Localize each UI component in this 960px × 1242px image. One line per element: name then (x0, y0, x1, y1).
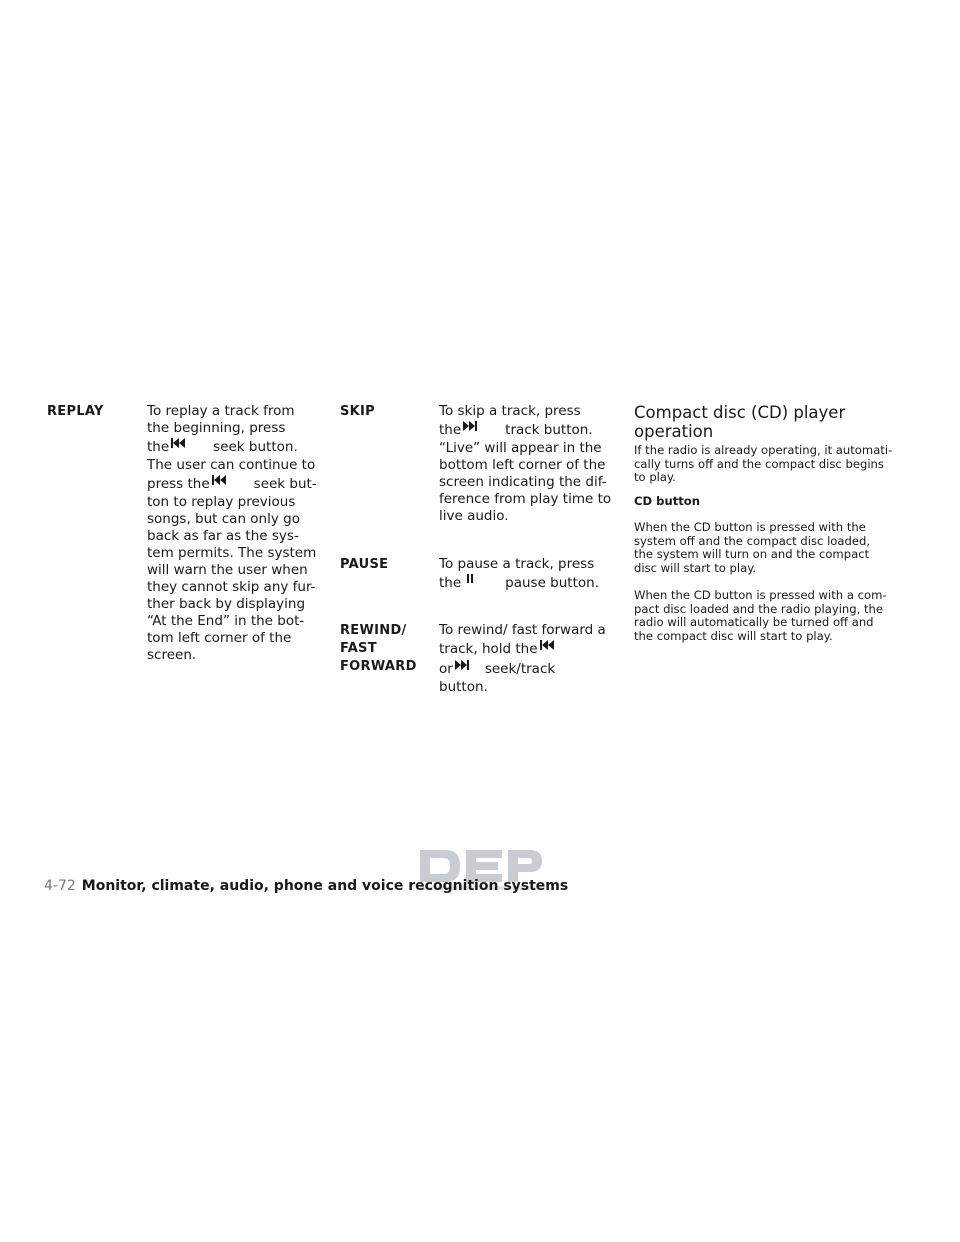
text-line: “Live” will appear in the (439, 440, 602, 456)
text-line: tem permits. The system (147, 545, 317, 561)
text-line: or (439, 661, 453, 677)
track-forward-icon (461, 420, 505, 437)
text-line: tom left corner of the (147, 630, 292, 646)
text-line: the (439, 422, 462, 438)
text-line: back as far as the sys- (147, 528, 299, 544)
cd-button-subheading: CD button (634, 494, 701, 508)
term-line: REWIND/ (340, 623, 407, 638)
seek-back-icon (169, 437, 213, 454)
text-line: the (439, 575, 462, 591)
text-line: live audio. (439, 508, 509, 524)
pause-term: PAUSE (340, 557, 389, 572)
text-line: system off and the compact disc loaded, (634, 533, 871, 548)
replay-description (147, 403, 327, 664)
text-line: pact disc loaded and the radio playing, the (634, 601, 884, 616)
intro-paragraph (634, 444, 906, 485)
text-line: To pause a track, press (439, 556, 595, 572)
text-line: track, hold the (439, 641, 538, 657)
pause-icon (461, 573, 505, 590)
text-line: seek button. (213, 439, 298, 455)
text-line: The user can continue to (147, 457, 316, 473)
text-line: to play. (634, 470, 676, 484)
replay-term: REPLAY (47, 404, 104, 419)
skip-description (439, 403, 619, 525)
text-line: screen. (147, 647, 197, 663)
text-line: To rewind/ fast forward a (439, 622, 606, 638)
text-line: When the CD button is pressed with the (634, 520, 866, 534)
text-line: If the radio is already operating, it automati- (634, 443, 893, 457)
text-line: ther back by displaying (147, 596, 306, 612)
text-line: the (147, 439, 170, 455)
text-line: radio will automatically be turned off and (634, 615, 874, 629)
cd-paragraph-2 (634, 589, 906, 643)
text-line: the compact disc will start to play. (634, 628, 833, 643)
skip-term: SKIP (340, 404, 376, 419)
text-line: screen indicating the dif- (439, 474, 607, 490)
text-line: pause button. (505, 575, 600, 591)
cd-paragraph-1 (634, 521, 906, 575)
text-line: the beginning, press (147, 420, 286, 436)
term-line: FORWARD (340, 659, 417, 674)
text-line: bottom left corner of the (439, 457, 606, 473)
seek-back-icon (210, 474, 254, 491)
text-line: To skip a track, press (439, 403, 581, 419)
text-line: cally turns off and the compact disc begins (634, 456, 884, 471)
text-line: When the CD button is pressed with a com- (634, 588, 887, 602)
text-line: will warn the user when (147, 562, 308, 578)
pause-description (439, 556, 619, 593)
text-line: seek/track (484, 661, 556, 677)
text-line: ference from play time to (439, 491, 612, 507)
text-line: the system will turn on and the compact (634, 547, 870, 561)
seek-back-icon (538, 639, 570, 656)
text-line: press the (147, 476, 210, 492)
text-line: button. (439, 679, 488, 695)
heading-line: Compact disc (CD) player (634, 403, 846, 422)
term-line: FAST (340, 641, 377, 656)
page-number: 4-72 (44, 878, 76, 894)
text-line: To replay a track from (147, 403, 295, 419)
text-line: seek but- (253, 476, 317, 492)
text-line: they cannot skip any fur- (147, 579, 316, 595)
text-line: ton to replay previous (147, 494, 296, 510)
heading-line: operation (634, 422, 714, 441)
text-line: songs, but can only go (147, 511, 300, 527)
text-line: disc will start to play. (634, 560, 757, 575)
section-title: Monitor, climate, audio, phone and voice recognition systems (81, 878, 569, 894)
rewind-description (439, 622, 619, 696)
text-line: track button. (505, 422, 593, 438)
track-forward-icon (453, 659, 485, 676)
page-footer (44, 878, 568, 894)
rewind-term (340, 622, 417, 676)
text-line: “At the End” in the bot- (147, 613, 305, 629)
section-heading (634, 403, 924, 441)
